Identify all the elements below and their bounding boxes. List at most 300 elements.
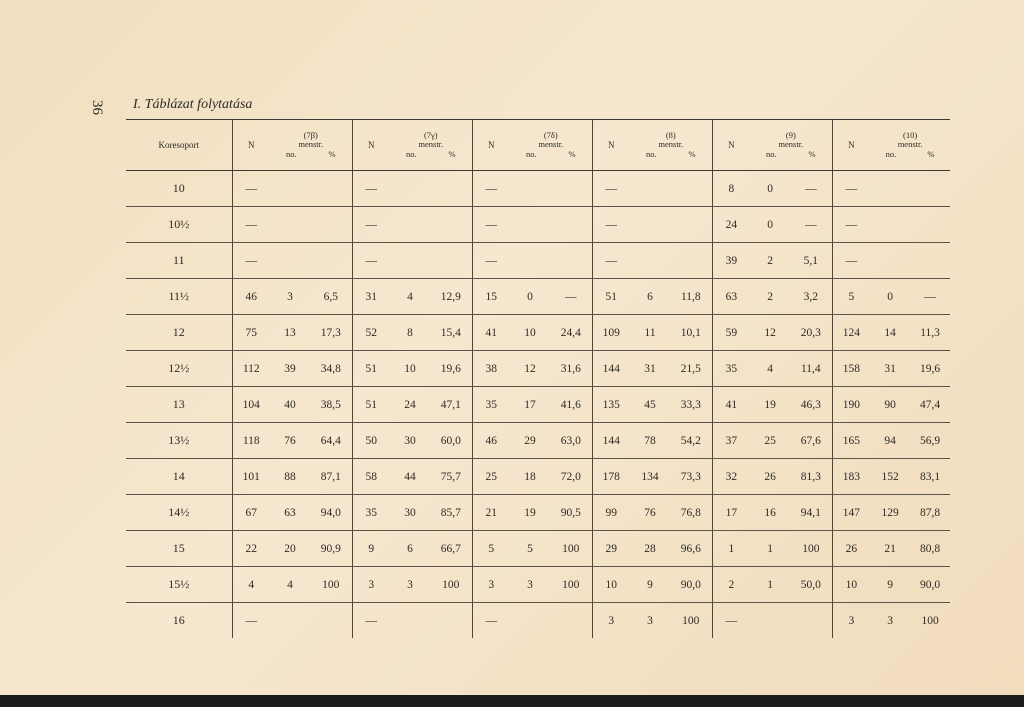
pct-label: % bbox=[927, 148, 935, 159]
n-cell: — bbox=[232, 171, 270, 207]
menstr-count-cell: 6 bbox=[390, 531, 430, 567]
age-group-cell: 12 bbox=[126, 315, 232, 351]
menstr-count-cell: 2 bbox=[750, 243, 790, 279]
n-cell: 144 bbox=[592, 351, 630, 387]
percent-cell: 67,6 bbox=[790, 423, 832, 459]
table-row bbox=[126, 279, 950, 315]
percent-cell: 24,4 bbox=[550, 315, 592, 351]
no-label: no. bbox=[645, 148, 657, 159]
n-cell: 35 bbox=[352, 495, 390, 531]
percent-cell: 94,0 bbox=[310, 495, 352, 531]
percent-cell: 34,8 bbox=[310, 351, 352, 387]
no-label: no. bbox=[405, 148, 417, 159]
pct-label: % bbox=[688, 148, 696, 159]
data-table bbox=[126, 119, 950, 638]
table-row bbox=[126, 459, 950, 495]
menstr-count-cell: 12 bbox=[510, 351, 550, 387]
no-label: no. bbox=[885, 148, 897, 159]
menstr-count-cell: 14 bbox=[870, 315, 910, 351]
menstr-count-cell: 3 bbox=[270, 279, 310, 315]
percent-cell: 100 bbox=[310, 567, 352, 603]
pct-label: % bbox=[568, 148, 576, 159]
menstr-count-cell bbox=[270, 243, 310, 279]
percent-cell bbox=[670, 171, 712, 207]
menstr-count-cell: 18 bbox=[510, 459, 550, 495]
age-group-cell: 14 bbox=[126, 459, 232, 495]
percent-cell: 11,4 bbox=[790, 351, 832, 387]
pct-label: % bbox=[808, 148, 816, 159]
n-cell: 38 bbox=[472, 351, 510, 387]
percent-cell: 19,6 bbox=[910, 351, 950, 387]
n-cell: 35 bbox=[472, 387, 510, 423]
menstr-count-cell: 134 bbox=[630, 459, 670, 495]
menstr-count-cell: 30 bbox=[390, 495, 430, 531]
percent-cell bbox=[670, 207, 712, 243]
header-group bbox=[390, 120, 472, 171]
n-cell: 41 bbox=[712, 387, 750, 423]
menstr-count-cell: 39 bbox=[270, 351, 310, 387]
percent-cell: 47,4 bbox=[910, 387, 950, 423]
percent-cell: 73,3 bbox=[670, 459, 712, 495]
n-cell: 3 bbox=[352, 567, 390, 603]
percent-cell: 60,0 bbox=[430, 423, 472, 459]
n-cell: 101 bbox=[232, 459, 270, 495]
menstr-label: menstr. bbox=[658, 139, 684, 150]
percent-cell: 90,0 bbox=[670, 567, 712, 603]
n-cell: — bbox=[832, 243, 870, 279]
n-cell: — bbox=[592, 243, 630, 279]
menstr-count-cell: 88 bbox=[270, 459, 310, 495]
percent-cell bbox=[310, 243, 352, 279]
n-cell: 26 bbox=[832, 531, 870, 567]
menstr-count-cell: 17 bbox=[510, 387, 550, 423]
header-n: N bbox=[472, 120, 510, 171]
percent-cell: 100 bbox=[790, 531, 832, 567]
n-cell: 63 bbox=[712, 279, 750, 315]
n-cell: 29 bbox=[592, 531, 630, 567]
menstr-count-cell: 94 bbox=[870, 423, 910, 459]
n-cell: 39 bbox=[712, 243, 750, 279]
menstr-count-cell bbox=[870, 243, 910, 279]
menstr-count-cell: 26 bbox=[750, 459, 790, 495]
n-cell: 5 bbox=[832, 279, 870, 315]
n-cell: — bbox=[472, 603, 510, 639]
n-cell: — bbox=[352, 171, 390, 207]
menstr-count-cell: 0 bbox=[870, 279, 910, 315]
n-cell: 104 bbox=[232, 387, 270, 423]
percent-cell bbox=[430, 603, 472, 639]
header-group bbox=[270, 120, 352, 171]
percent-cell: — bbox=[790, 207, 832, 243]
menstr-count-cell: 2 bbox=[750, 279, 790, 315]
menstr-count-cell bbox=[510, 207, 550, 243]
group-label: (7γ) bbox=[423, 129, 438, 140]
group-label: (7β) bbox=[303, 129, 318, 140]
percent-cell: 19,6 bbox=[430, 351, 472, 387]
menstr-count-cell: 40 bbox=[270, 387, 310, 423]
menstr-count-cell bbox=[870, 171, 910, 207]
menstr-count-cell: 29 bbox=[510, 423, 550, 459]
menstr-count-cell: 31 bbox=[630, 351, 670, 387]
n-cell: 35 bbox=[712, 351, 750, 387]
scan-border bbox=[0, 695, 1024, 707]
n-cell: — bbox=[472, 207, 510, 243]
group-label: (9) bbox=[785, 129, 796, 140]
table-row bbox=[126, 567, 950, 603]
percent-cell: 21,5 bbox=[670, 351, 712, 387]
n-cell: — bbox=[352, 603, 390, 639]
header-group bbox=[630, 120, 712, 171]
percent-cell: 94,1 bbox=[790, 495, 832, 531]
percent-cell: 90,9 bbox=[310, 531, 352, 567]
n-cell: — bbox=[352, 243, 390, 279]
n-cell: — bbox=[832, 207, 870, 243]
percent-cell: 10,1 bbox=[670, 315, 712, 351]
menstr-count-cell bbox=[390, 243, 430, 279]
header-row bbox=[126, 120, 950, 171]
header-n: N bbox=[832, 120, 870, 171]
menstr-count-cell: 19 bbox=[510, 495, 550, 531]
group-label: (7δ) bbox=[543, 129, 558, 140]
age-group-cell: 10 bbox=[126, 171, 232, 207]
header-group bbox=[750, 120, 832, 171]
menstr-count-cell: 11 bbox=[630, 315, 670, 351]
menstr-count-cell: 20 bbox=[270, 531, 310, 567]
percent-cell bbox=[910, 243, 950, 279]
menstr-count-cell: 6 bbox=[630, 279, 670, 315]
n-cell: 4 bbox=[232, 567, 270, 603]
menstr-count-cell: 3 bbox=[887, 614, 893, 627]
n-cell: 67 bbox=[232, 495, 270, 531]
n-cell: — bbox=[352, 207, 390, 243]
n-cell: — bbox=[832, 171, 870, 207]
percent-cell: 38,5 bbox=[310, 387, 352, 423]
menstr-count-cell: 10 bbox=[390, 351, 430, 387]
n-cell: 112 bbox=[232, 351, 270, 387]
menstr-count-cell bbox=[390, 207, 430, 243]
percent-cell: 17,3 bbox=[310, 315, 352, 351]
menstr-count-cell: 129 bbox=[870, 495, 910, 531]
n-cell: 46 bbox=[472, 423, 510, 459]
n-cell: 10 bbox=[592, 567, 630, 603]
n-cell: — bbox=[232, 603, 270, 639]
menstr-count-cell: 1 bbox=[750, 531, 790, 567]
n-cell: 37 bbox=[712, 423, 750, 459]
menstr-count-cell: 76 bbox=[630, 495, 670, 531]
age-group-cell: 16 bbox=[172, 613, 185, 627]
table-body bbox=[126, 171, 950, 639]
n-cell: 51 bbox=[352, 387, 390, 423]
n-cell: 46 bbox=[232, 279, 270, 315]
pct-label: % bbox=[328, 148, 336, 159]
n-cell: — bbox=[712, 603, 750, 639]
n-cell: 15 bbox=[472, 279, 510, 315]
menstr-count-cell: 30 bbox=[390, 423, 430, 459]
percent-cell: — bbox=[790, 171, 832, 207]
menstr-count-cell bbox=[750, 603, 790, 639]
age-group-cell: 13 bbox=[126, 387, 232, 423]
n-cell: 3 bbox=[592, 603, 630, 639]
menstr-count-cell: 9 bbox=[630, 567, 670, 603]
n-cell: 135 bbox=[592, 387, 630, 423]
menstr-count-cell bbox=[630, 171, 670, 207]
n-cell: 10 bbox=[832, 567, 870, 603]
menstr-count-cell: 63 bbox=[270, 495, 310, 531]
header-n: N bbox=[712, 120, 750, 171]
n-cell: 2 bbox=[712, 567, 750, 603]
percent-cell: 87,1 bbox=[310, 459, 352, 495]
menstr-count-cell: 5 bbox=[510, 531, 550, 567]
menstr-count-cell: 13 bbox=[270, 315, 310, 351]
percent-cell: 75,7 bbox=[430, 459, 472, 495]
percent-cell: 6,5 bbox=[310, 279, 352, 315]
table-caption: I. Táblázat folytatása bbox=[133, 97, 253, 112]
menstr-label: menstr. bbox=[897, 139, 923, 150]
percent-cell: 90,5 bbox=[550, 495, 592, 531]
percent-cell bbox=[910, 207, 950, 243]
menstr-count-cell: 31 bbox=[870, 351, 910, 387]
percent-cell: 63,0 bbox=[550, 423, 592, 459]
percent-cell: 76,8 bbox=[670, 495, 712, 531]
menstr-label: menstr. bbox=[778, 139, 804, 150]
percent-cell: 87,8 bbox=[910, 495, 950, 531]
n-cell: 51 bbox=[352, 351, 390, 387]
n-cell: 31 bbox=[352, 279, 390, 315]
percent-cell: 100 bbox=[550, 531, 592, 567]
percent-cell bbox=[790, 603, 832, 639]
menstr-count-cell bbox=[630, 243, 670, 279]
percent-cell: 46,3 bbox=[790, 387, 832, 423]
n-cell: 51 bbox=[592, 279, 630, 315]
n-cell: 144 bbox=[592, 423, 630, 459]
percent-cell bbox=[550, 207, 592, 243]
menstr-count-cell: 78 bbox=[630, 423, 670, 459]
header-group bbox=[870, 120, 950, 171]
no-label: no. bbox=[525, 148, 537, 159]
percent-cell bbox=[310, 171, 352, 207]
menstr-count-cell bbox=[270, 603, 310, 639]
menstr-count-cell: 12 bbox=[750, 315, 790, 351]
menstr-count-cell: 3 bbox=[510, 567, 550, 603]
n-cell: — bbox=[592, 171, 630, 207]
n-cell: 3 bbox=[832, 603, 870, 639]
n-cell: — bbox=[472, 243, 510, 279]
menstr-count-cell: 3 bbox=[647, 614, 653, 627]
menstr-label: menstr. bbox=[418, 139, 444, 150]
n-cell: 17 bbox=[712, 495, 750, 531]
n-cell: 1 bbox=[712, 531, 750, 567]
menstr-count-cell: 10 bbox=[510, 315, 550, 351]
menstr-count-cell: 28 bbox=[630, 531, 670, 567]
percent-cell: 41,6 bbox=[550, 387, 592, 423]
n-cell: — bbox=[232, 207, 270, 243]
header-n: N bbox=[232, 120, 270, 171]
n-cell: 147 bbox=[832, 495, 870, 531]
percent-cell bbox=[430, 207, 472, 243]
n-cell: 190 bbox=[832, 387, 870, 423]
n-cell: 41 bbox=[472, 315, 510, 351]
menstr-count-cell: 25 bbox=[750, 423, 790, 459]
menstr-count-cell: 45 bbox=[630, 387, 670, 423]
menstr-count-cell: 21 bbox=[870, 531, 910, 567]
header-n: N bbox=[352, 120, 390, 171]
percent-cell: 54,2 bbox=[670, 423, 712, 459]
header-age-group: Koresoport bbox=[126, 120, 232, 171]
table-row bbox=[126, 207, 950, 243]
n-cell: 165 bbox=[832, 423, 870, 459]
percent-cell: 96,6 bbox=[670, 531, 712, 567]
percent-cell: 80,8 bbox=[910, 531, 950, 567]
menstr-count-cell: 19 bbox=[750, 387, 790, 423]
n-cell: 5 bbox=[472, 531, 510, 567]
percent-cell: 47,1 bbox=[430, 387, 472, 423]
menstr-count-cell bbox=[270, 171, 310, 207]
n-cell: 75 bbox=[232, 315, 270, 351]
percent-cell bbox=[550, 171, 592, 207]
n-cell: 21 bbox=[472, 495, 510, 531]
menstr-count-cell: 4 bbox=[270, 567, 310, 603]
age-group-cell: 13½ bbox=[126, 423, 232, 459]
header-group bbox=[510, 120, 592, 171]
percent-cell: 81,3 bbox=[790, 459, 832, 495]
menstr-count-cell bbox=[270, 207, 310, 243]
percent-cell: 90,0 bbox=[910, 567, 950, 603]
percent-cell bbox=[550, 603, 592, 639]
table-row bbox=[126, 243, 950, 279]
percent-cell: 12,9 bbox=[430, 279, 472, 315]
percent-cell: 100 bbox=[682, 614, 700, 627]
percent-cell: 11,8 bbox=[670, 279, 712, 315]
percent-cell: 100 bbox=[430, 567, 472, 603]
n-cell: 3 bbox=[472, 567, 510, 603]
percent-cell: 33,3 bbox=[670, 387, 712, 423]
percent-cell: 31,6 bbox=[550, 351, 592, 387]
menstr-count-cell: 24 bbox=[390, 387, 430, 423]
n-cell: — bbox=[592, 207, 630, 243]
menstr-count-cell: 90 bbox=[870, 387, 910, 423]
percent-cell bbox=[910, 171, 950, 207]
percent-cell bbox=[310, 207, 352, 243]
table-row bbox=[126, 423, 950, 459]
menstr-count-cell: 0 bbox=[750, 207, 790, 243]
percent-cell bbox=[670, 243, 712, 279]
percent-cell bbox=[430, 243, 472, 279]
percent-cell: 64,4 bbox=[310, 423, 352, 459]
age-group-cell: 14½ bbox=[126, 495, 232, 531]
n-cell: 25 bbox=[472, 459, 510, 495]
table-row bbox=[126, 495, 950, 531]
n-cell: 109 bbox=[592, 315, 630, 351]
percent-cell bbox=[430, 171, 472, 207]
percent-cell bbox=[310, 603, 352, 639]
n-cell: 178 bbox=[592, 459, 630, 495]
pct-label: % bbox=[448, 148, 456, 159]
menstr-count-cell: 0 bbox=[510, 279, 550, 315]
table-row bbox=[126, 171, 950, 207]
percent-cell: 50,0 bbox=[790, 567, 832, 603]
menstr-count-cell: 76 bbox=[270, 423, 310, 459]
percent-cell: 85,7 bbox=[430, 495, 472, 531]
menstr-count-cell: 4 bbox=[390, 279, 430, 315]
menstr-count-cell bbox=[630, 207, 670, 243]
age-group-cell: 10½ bbox=[126, 207, 232, 243]
percent-cell: 5,1 bbox=[790, 243, 832, 279]
menstr-count-cell: 0 bbox=[750, 171, 790, 207]
percent-cell bbox=[550, 243, 592, 279]
menstr-count-cell: 3 bbox=[390, 567, 430, 603]
percent-cell: 56,9 bbox=[910, 423, 950, 459]
n-cell: 52 bbox=[352, 315, 390, 351]
menstr-count-cell bbox=[510, 603, 550, 639]
menstr-count-cell: 8 bbox=[390, 315, 430, 351]
percent-cell: 11,3 bbox=[910, 315, 950, 351]
n-cell: 58 bbox=[352, 459, 390, 495]
percent-cell: 83,1 bbox=[910, 459, 950, 495]
n-cell: 59 bbox=[712, 315, 750, 351]
n-cell: — bbox=[232, 243, 270, 279]
age-group-cell: 15½ bbox=[126, 567, 232, 603]
menstr-count-cell bbox=[390, 171, 430, 207]
percent-cell: — bbox=[910, 279, 950, 315]
menstr-count-cell: 152 bbox=[870, 459, 910, 495]
percent-cell: — bbox=[550, 279, 592, 315]
percent-cell: 72,0 bbox=[550, 459, 592, 495]
percent-cell: 3,2 bbox=[790, 279, 832, 315]
menstr-count-cell: 4 bbox=[750, 351, 790, 387]
no-label: no. bbox=[285, 148, 297, 159]
n-cell: 124 bbox=[832, 315, 870, 351]
table-row bbox=[126, 603, 950, 639]
percent-cell: 15,4 bbox=[430, 315, 472, 351]
table-row bbox=[126, 315, 950, 351]
group-label: (10) bbox=[903, 129, 918, 140]
table-row bbox=[126, 531, 950, 567]
n-cell: 9 bbox=[352, 531, 390, 567]
menstr-count-cell bbox=[390, 603, 430, 639]
menstr-count-cell bbox=[510, 171, 550, 207]
n-cell: 118 bbox=[232, 423, 270, 459]
age-group-cell: 11 bbox=[126, 243, 232, 279]
n-cell: 50 bbox=[352, 423, 390, 459]
no-label: no. bbox=[766, 148, 777, 159]
age-group-cell: 15 bbox=[126, 531, 232, 567]
page-number: 36 bbox=[89, 100, 105, 115]
n-cell: 22 bbox=[232, 531, 270, 567]
n-cell: 183 bbox=[832, 459, 870, 495]
percent-cell: 100 bbox=[550, 567, 592, 603]
menstr-label: menstr. bbox=[538, 139, 564, 150]
n-cell: 99 bbox=[592, 495, 630, 531]
menstr-count-cell: 9 bbox=[870, 567, 910, 603]
n-cell: — bbox=[472, 171, 510, 207]
menstr-count-cell: 44 bbox=[390, 459, 430, 495]
n-cell: 24 bbox=[712, 207, 750, 243]
age-group-cell: 12½ bbox=[126, 351, 232, 387]
menstr-count-cell bbox=[870, 207, 910, 243]
n-cell: 158 bbox=[832, 351, 870, 387]
menstr-count-cell: 1 bbox=[750, 567, 790, 603]
age-group-cell: 11½ bbox=[126, 279, 232, 315]
percent-cell: 20,3 bbox=[790, 315, 832, 351]
n-cell: 8 bbox=[712, 171, 750, 207]
menstr-count-cell: 16 bbox=[750, 495, 790, 531]
menstr-count-cell bbox=[510, 243, 550, 279]
percent-cell: 100 bbox=[921, 614, 939, 627]
menstr-label: menstr. bbox=[298, 139, 324, 150]
table-row bbox=[126, 387, 950, 423]
n-cell: 32 bbox=[712, 459, 750, 495]
header-n: N bbox=[592, 120, 630, 171]
